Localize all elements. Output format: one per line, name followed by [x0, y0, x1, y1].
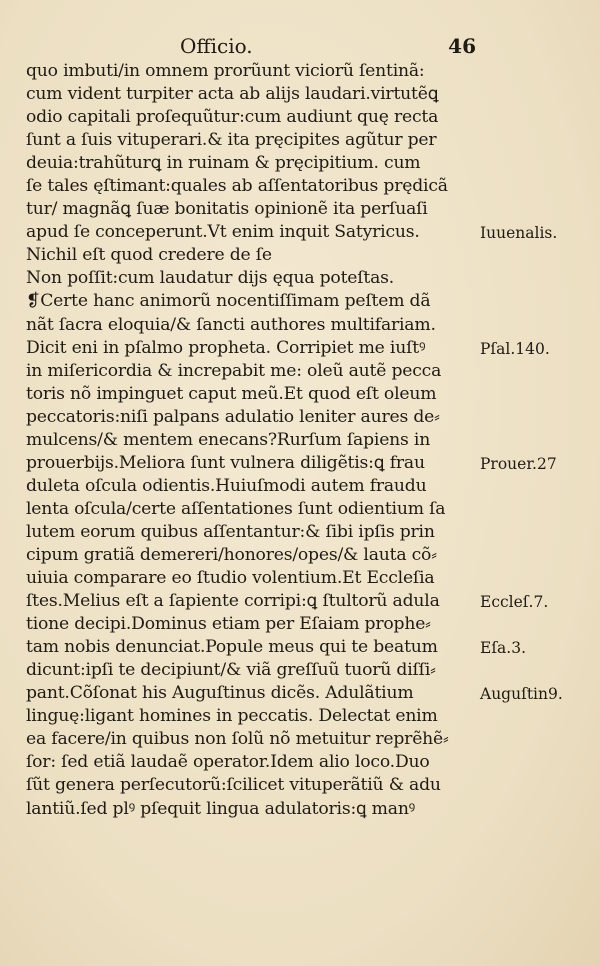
text-line: nãt ſacra eloquia/& ſancti authores multifariam. — [26, 314, 436, 335]
running-header — [180, 34, 500, 60]
text-line: lenta oſcula/certe aſſentationes ſunt odientium ſa — [26, 498, 446, 519]
text-line: linguę:ligant homines in peccatis. Delectat enim — [26, 706, 438, 727]
running-title: Officio. — [180, 34, 253, 58]
text-line: quo imbuti/in omnem prorũunt viciorũ ſentinã: — [26, 61, 425, 81]
text-line: prouerbijs.Meliora ſunt vulnera diligẽtis:ꝗ frau — [26, 452, 425, 473]
text-line: ❡Certe hanc animorũ nocentiſſimam peſtem dã — [26, 291, 431, 312]
text-line: lantiũ.ſed plꝰ pſequit lingua adulatoris:ꝗ manꝰ — [26, 798, 416, 819]
text-line: tam nobis denunciat.Popule meus qui te beatum — [26, 637, 438, 658]
text-line: ea facere/in quibus non ſolũ nõ metuitur reprẽhẽ⸗ — [26, 729, 449, 750]
text-line: tione decipi.Dominus etiam per Eſaiam prophe⸗ — [26, 614, 431, 635]
text-line: pant.Cõſonat his Auguſtinus dicẽs. Adulãtium — [26, 683, 414, 704]
text-line: cum vident turpiter acta ab alijs laudari.virtutẽꝗ — [26, 84, 439, 105]
margin-note: Eſa.3. — [480, 639, 527, 658]
text-line: mulcens/& mentem enecans?Rurſum ſapiens in — [26, 429, 431, 450]
text-line: toris nõ impinguet caput meũ.Et quod eſt oleum — [26, 383, 437, 404]
text-line: dicunt:ipſi te decipiunt/& viã greſſuũ tuorũ diſſi⸗ — [26, 660, 436, 681]
text-line: Nichil eſt quod credere de ſe — [26, 245, 272, 266]
text-line: apud ſe conceperunt.Vt enim inquit Satyricus. — [26, 222, 420, 243]
text-line: in miſericordia & increpabit me: oleũ autẽ pecca — [26, 360, 442, 381]
page-number: 46 — [448, 34, 476, 58]
text-line: odio capitali proſequũtur:cum audiunt quę recta — [26, 107, 439, 128]
text-line: duleta oſcula odientis.Huiuſmodi autem fraudu — [26, 475, 427, 496]
margin-note: Eccleſ.7. — [480, 593, 549, 612]
text-line: cipum gratiã demereri/honores/opes/& lauta cõ⸗ — [26, 544, 437, 565]
margin-note: Prouer.27 — [480, 454, 557, 473]
text-line: ſũt genera perſecutorũ:ſcilicet vituperãtiũ & adu — [26, 775, 441, 796]
text-line: ſtes.Melius eſt a ſapiente corripi:ꝗ ſtultorũ adula — [26, 591, 440, 612]
text-line: lutem eorum quibus aſſentantur:& ſibi ipſis prin — [26, 521, 435, 542]
text-line: peccatoris:niſi palpans adulatio leniter aures de⸗ — [26, 406, 440, 427]
margin-note: Auguſtin9. — [480, 685, 563, 704]
margin-note: Pſal.140. — [480, 339, 550, 358]
text-line: Non poſſit:cum laudatur dijs ęqua poteſtas. — [26, 268, 395, 289]
text-line: ſor: ſed etiã laudaẽ operator.Idem alio loco.Duo — [26, 752, 430, 773]
text-line: tur/ magnãꝗ ſuæ bonitatis opinionẽ ita perſuaſi — [26, 199, 428, 220]
text-line: Dicit eni in pſalmo propheta. Corripiet me iuſtꝰ — [26, 337, 426, 358]
text-line: ſe tales ęſtimant:quales ab aſſentatoribus prędicã — [26, 176, 448, 197]
text-block — [26, 60, 476, 821]
text-line: ſunt a ſuis vituperari.& ita pręcipites agũtur per — [26, 130, 437, 151]
text-line: deuia:trahũturꝗ in ruinam & pręcipitium. cum — [26, 153, 421, 174]
margin-note: Iuuenalis. — [480, 224, 558, 243]
text-line: uiuia comparare eo ſtudio volentium.Et Eccleſia — [26, 568, 435, 589]
